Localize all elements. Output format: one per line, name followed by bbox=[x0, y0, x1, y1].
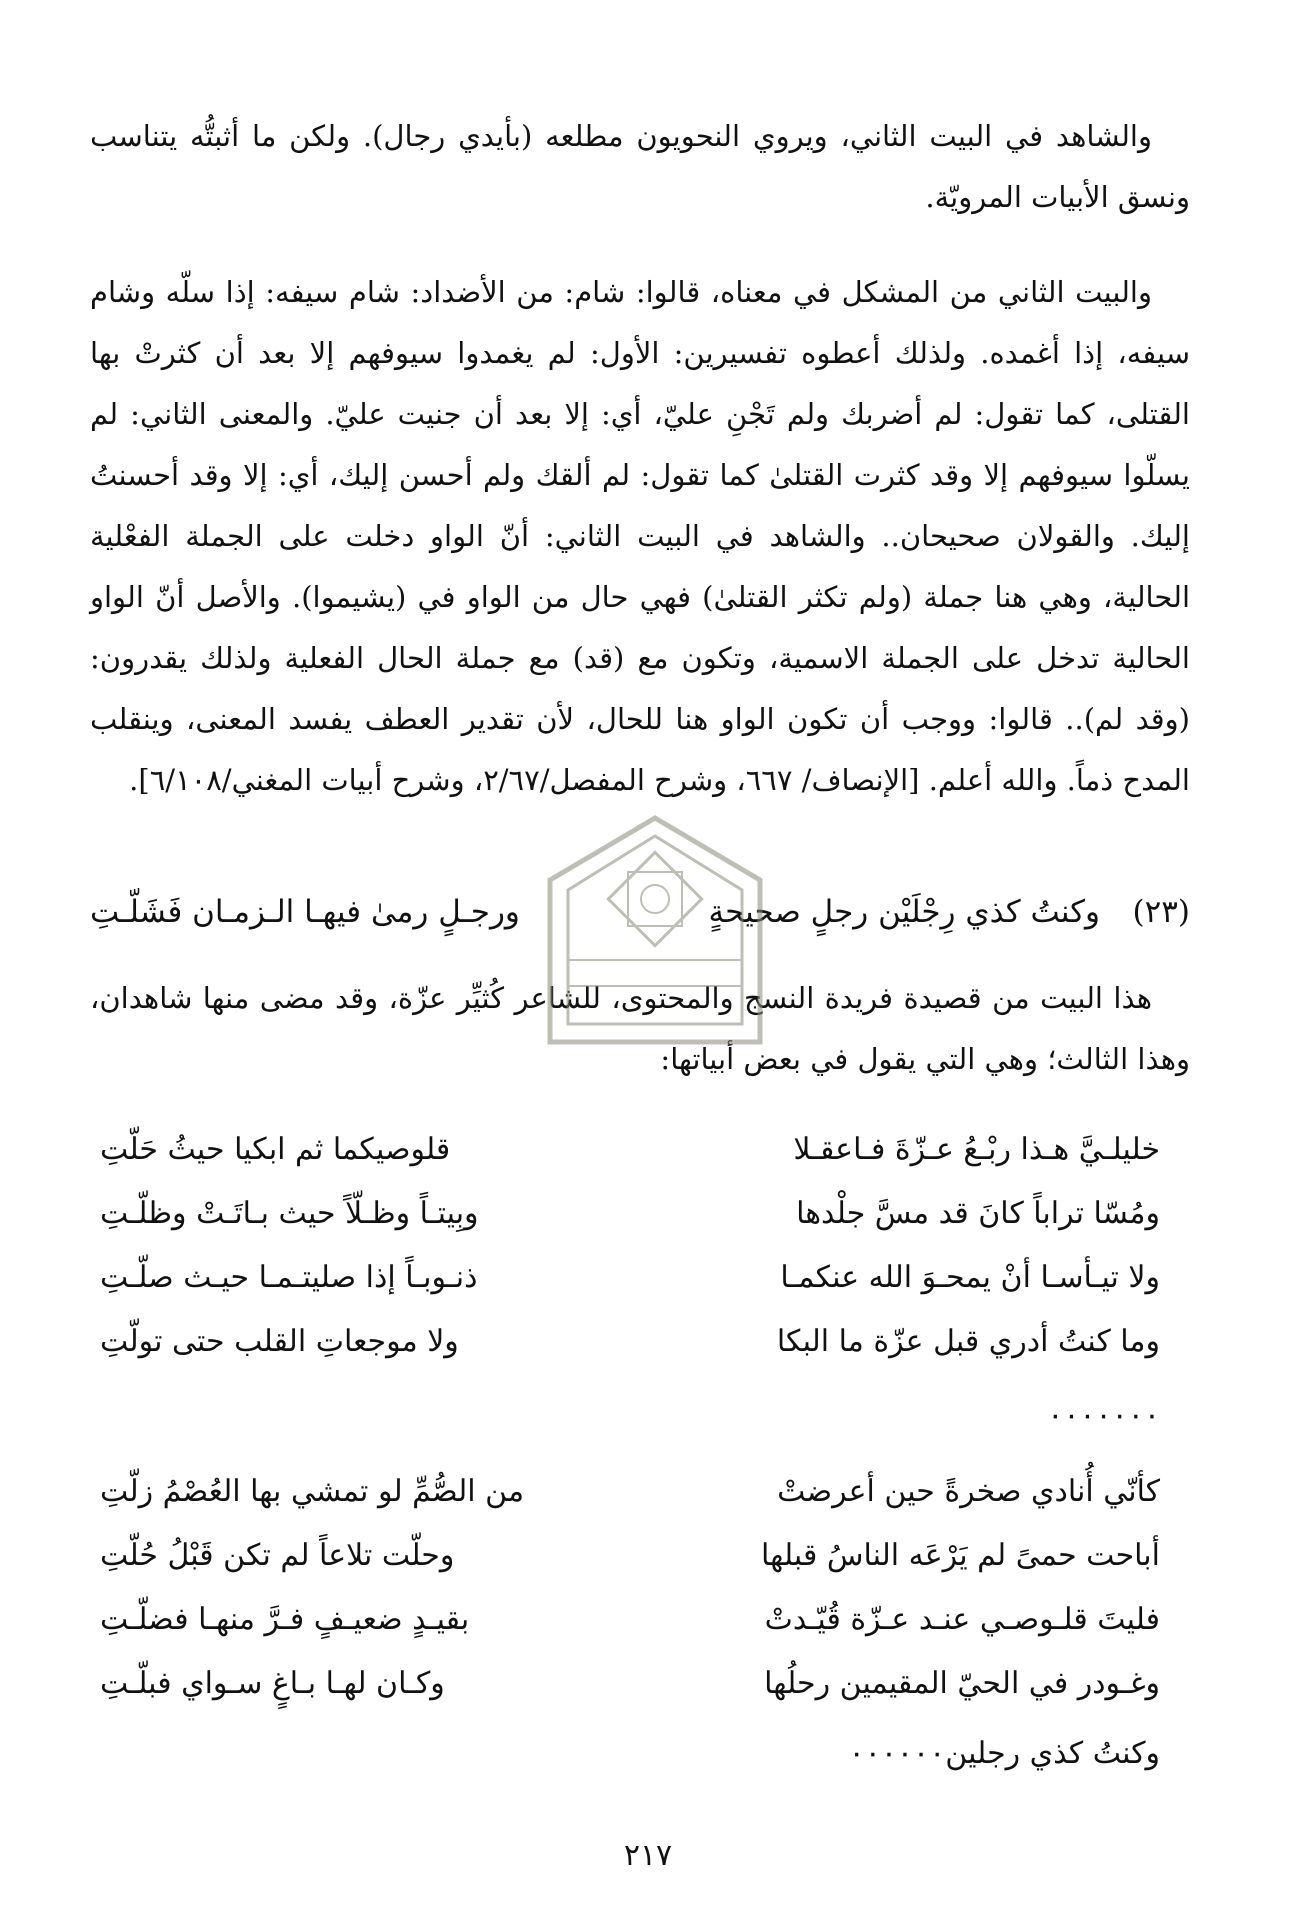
poem-hemistich-right: كأنّي أُنادي صخرةً حين أعرضتْ bbox=[777, 1474, 1160, 1509]
poem-hemistich-left: قلوصيكما ثم ابكيا حيثُ حَلّتِ bbox=[100, 1132, 451, 1167]
poem-line bbox=[100, 1460, 1160, 1524]
paragraph-3-text: هذا البيت من قصيدة فريدة النسج والمحتوى، للشاعر كُثيِّر عزّة، وقد مضى منها شاهدان، وهذا الثالث؛ وهي التي يقول في بعض أبياتها: bbox=[90, 981, 1190, 1076]
poem-hemistich-right: وما كنتُ أدري قبل عزّة ما البكا bbox=[776, 1324, 1160, 1359]
poem-hemistich-right: ومُسّا تراباً كانَ قد مسَّ جلْدها bbox=[796, 1196, 1160, 1231]
poem-line bbox=[100, 1652, 1160, 1716]
poem-hemistich-right: خليلـيَّ هـذا ربْـعُ عـزّةَ فـاعقـلا bbox=[793, 1132, 1160, 1167]
poem-line bbox=[100, 1524, 1160, 1588]
paragraph-1 bbox=[90, 106, 1190, 228]
poem-hemistich-left: من الصُّمِّ لو تمشي بها العُصْمُ زلّتِ bbox=[100, 1474, 525, 1509]
final-verse-fragment: وكنتُ كذي رجلين٠٠٠٠٠٠ bbox=[848, 1736, 1160, 1771]
page-number: ٢١٧ bbox=[623, 1838, 673, 1873]
paragraph-2 bbox=[90, 262, 1190, 811]
poem-hemistich-right: وغـودر في الحيّ المقيمين رحلُها bbox=[764, 1666, 1160, 1701]
library-seal-watermark-icon bbox=[530, 810, 780, 1050]
poem-line bbox=[100, 1118, 1160, 1182]
dots-separator: ٠٠٠٠٠٠٠ bbox=[1047, 1398, 1160, 1433]
poem-line bbox=[100, 1182, 1160, 1246]
poem-line bbox=[100, 1310, 1160, 1374]
poem-line bbox=[100, 1246, 1160, 1310]
poem-hemistich-right: أباحت حمىً لم يَرْعَه الناسُ قبلها bbox=[761, 1538, 1160, 1573]
poem-hemistich-right: فليتَ قلـوصـي عنـد عـزّة قُيّـدتْ bbox=[764, 1602, 1160, 1637]
poem-part-2 bbox=[100, 1460, 1160, 1716]
poem-hemistich-left: ذنـوبـاً إذا صليتـمـا حيـث صلّـتِ bbox=[100, 1260, 478, 1295]
paragraph-2-text: والبيت الثاني من المشكل في معناه، قالوا: شام: من الأضداد: شام سيفه: إذا سلّه وشام سيفه، إذا أغمده. ولذلك أعطوه تفسيرين: الأول: لم يغمدوا سيوفهم إلا بعد أن كثرتْ بها القتلى، كما تقول: لم أضربك ولم تَجْنِ عليّ، أي: إلا بعد أن جنيت عليّ. والمعنى الثاني: لم يسلّوا سيوفهم إلا وقد كثرت القتلىٰ كما تقول: لم ألقك ولم أحسن إليك، أي: إلا وقد أحسنتُ إليك. والقولان صحيحان.. والشاهد في البيت الثاني: أنّ الواو دخلت على الجملة الفعْلية الحالية، وهي هنا جملة (ولم تكثر القتلىٰ) فهي حال من الواو في (يشيموا). والأصل أنّ الواو الحالية تدخل على الجملة الاسمية، وتكون مع (قد) مع جملة الحال الفعلية ولذلك يقدرون: (وقد لم).. قالوا: ووجب أن تكون الواو هنا للحال، لأن تقدير العطف يفسد المعنى، وينقلب المدح ذماً. والله أعلم. [الإنصاف/ ٦٦٧، وشرح المفصل/٢/٦٧، وشرح أبيات المغني/٦/١٠٨]. bbox=[90, 275, 1191, 797]
poem-part-1 bbox=[100, 1118, 1160, 1374]
poem-hemistich-right: ولا تيـأسـا أنْ يمحـوَ الله عنكمـا bbox=[780, 1260, 1160, 1295]
poem-hemistich-left: وكـان لهـا بـاغٍ سـواي فبلّـتِ bbox=[100, 1666, 445, 1701]
verse-hemistich-right: وكنتُ كذي رِجْلَيْن رجلٍ صحيحةٍ bbox=[708, 894, 1100, 930]
verse-number: (٢٣) bbox=[1132, 894, 1190, 930]
paragraph-1-text: والشاهد في البيت الثاني، ويروي النحويون مطلعه (بأيدي رجال). ولكن ما أثبتُّه يتناسب ونسق الأبيات المرويّة. bbox=[90, 119, 1190, 214]
poem-line bbox=[100, 1588, 1160, 1652]
poem-hemistich-left: ولا موجعاتِ القلب حتى تولّتِ bbox=[100, 1324, 459, 1359]
poem-hemistich-left: وبِيتـاً وظـلّاً حيث بـاتَـتْ وظلّـتِ bbox=[100, 1196, 479, 1231]
poem-hemistich-left: بقيـدٍ ضعيـفٍ فـرَّ منهـا فضلّـتِ bbox=[100, 1602, 470, 1637]
poem-hemistich-left: وحلّت تلاعاً لم تكن قَبْلُ حُلّتِ bbox=[100, 1538, 455, 1573]
verse-hemistich-left: ورجـلٍ رمىٰ فيهـا الـزمـان فَشَلّـتِ bbox=[90, 894, 520, 930]
